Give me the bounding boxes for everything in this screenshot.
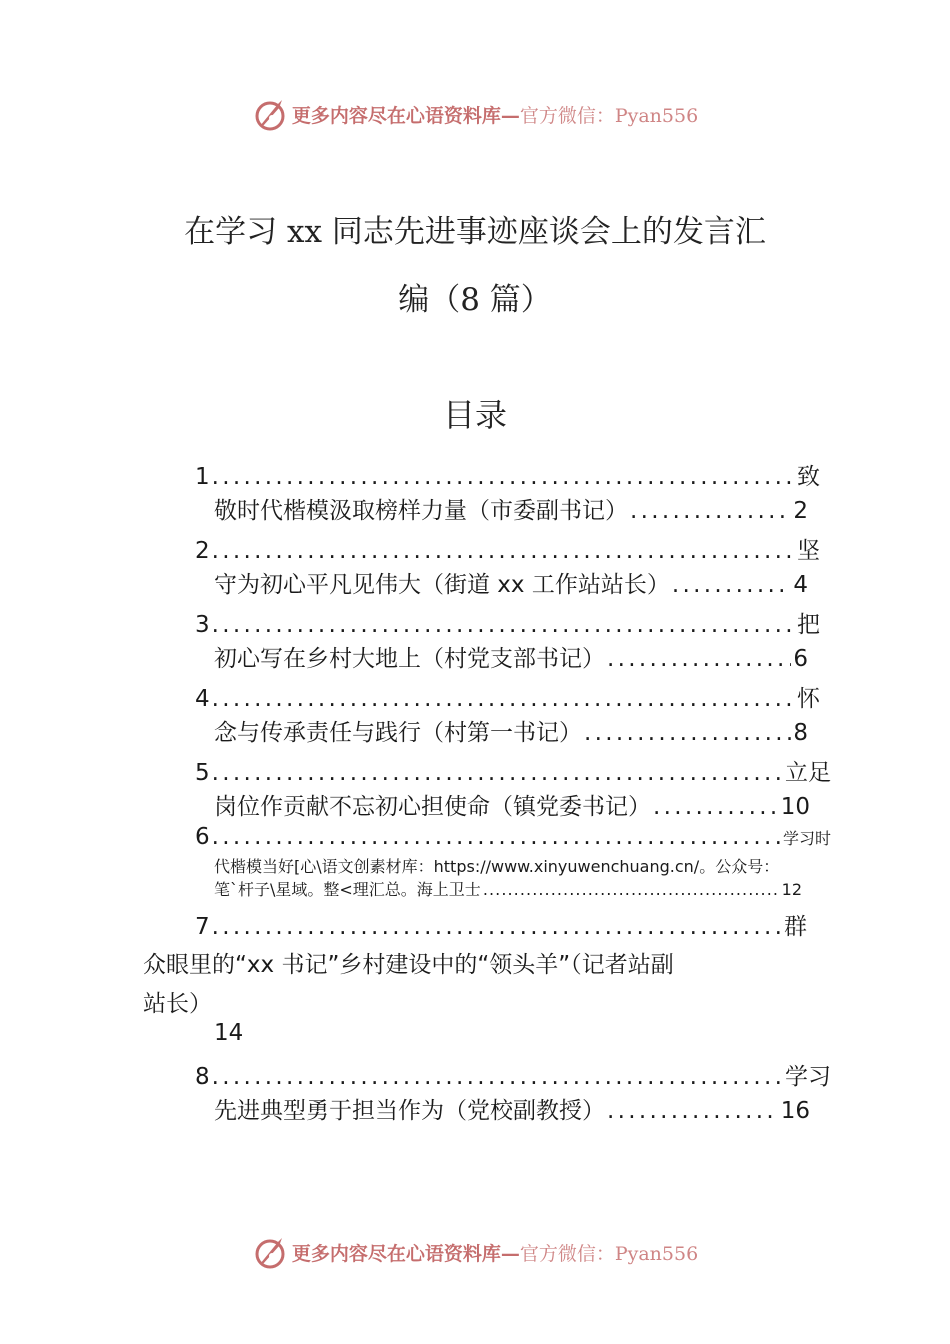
dot-leader <box>607 1098 779 1124</box>
toc-entry-number: 2 <box>195 538 210 564</box>
toc-entry-page: 2 <box>793 498 808 524</box>
toc-entry-page: 4 <box>793 572 808 598</box>
toc-entry-number: 8 <box>195 1064 210 1090</box>
toc-entry-page: 16 <box>780 1098 810 1124</box>
toc-entry-number: 3 <box>195 612 210 638</box>
toc-entry-title: 念与传承责任与践行（村第一书记） <box>214 720 582 746</box>
dot-leader <box>212 538 795 564</box>
toc-entry-title: 敬时代楷模汲取榜样力量（市委副书记） <box>214 498 628 524</box>
toc-entry-title-start: 学习 <box>785 1064 831 1090</box>
banner-promo-text: 更多内容尽在心语资料库— <box>291 104 520 127</box>
toc-entry-title: 初心写在乡村大地上（村党支部书记） <box>214 646 605 672</box>
toc-entry-page: 6 <box>793 646 808 672</box>
toc-entry-6-body-line-2[interactable] <box>214 877 802 900</box>
quill-logo-icon <box>252 96 288 132</box>
dot-leader <box>212 760 783 786</box>
toc-entry-page: 10 <box>780 794 810 820</box>
toc-entry-3-lead[interactable] <box>195 606 820 639</box>
toc-entry-7-page[interactable]: 14 <box>214 1020 244 1046</box>
toc-entry-4-lead[interactable] <box>195 680 820 713</box>
toc-entry-title-start: 致 <box>797 464 820 490</box>
toc-entry-title-start: 立足 <box>785 760 831 786</box>
toc-entry-title-start: 把 <box>797 612 820 638</box>
banner-contact-text: 官方微信：Pyan556 <box>519 1242 699 1265</box>
dot-leader <box>630 498 791 524</box>
dot-leader <box>483 880 780 899</box>
toc-entry-title-start: 学习时 <box>782 829 831 848</box>
dot-leader <box>212 1064 783 1090</box>
toc-entry-7-body-line-1[interactable]: 众眼里的“xx 书记”乡村建设中的“领头羊”（记者站副 <box>143 952 674 978</box>
dot-leader <box>672 572 792 598</box>
toc-entry-number: 7 <box>195 914 210 940</box>
toc-entry-number: 4 <box>195 686 210 712</box>
toc-entry-4-body[interactable] <box>214 714 808 747</box>
document-title-line-2: 编（8 篇） <box>398 282 552 318</box>
dot-leader <box>212 914 782 940</box>
toc-entry-page: 12 <box>781 880 802 899</box>
toc-entry-3-body[interactable] <box>214 640 808 673</box>
toc-heading: 目录 <box>442 396 507 434</box>
toc-entry-6-body-line-1[interactable]: 代楷模当好[心\语文创素材库：https://www.xinyuwenchuang.cn/。公众号： <box>214 857 780 876</box>
footer-banner <box>0 1232 950 1272</box>
toc-entry-title: 先进典型勇于担当作为（党校副教授） <box>214 1098 605 1124</box>
toc-entry-2-lead[interactable] <box>195 532 820 565</box>
dot-leader <box>607 646 791 672</box>
toc-entry-5-body[interactable] <box>214 788 810 821</box>
toc-entry-1-body[interactable] <box>214 492 808 525</box>
toc-entry-number: 1 <box>195 464 210 490</box>
dot-leader <box>212 612 795 638</box>
toc-entry-8-lead[interactable] <box>195 1058 831 1091</box>
toc-entry-title: 岗位作贡献不忘初心担使命（镇党委书记） <box>214 794 651 820</box>
toc-entry-7-body-line-2[interactable]: 站长） <box>143 991 212 1017</box>
dot-leader <box>212 686 795 712</box>
toc-entry-title-start: 怀 <box>797 686 820 712</box>
dot-leader <box>584 720 791 746</box>
toc-entry-title-start: 坚 <box>797 538 820 564</box>
banner-promo-text: 更多内容尽在心语资料库— <box>291 1242 520 1265</box>
toc-entry-number: 5 <box>195 760 210 786</box>
quill-logo-icon <box>252 1234 288 1270</box>
header-banner <box>0 94 950 134</box>
dot-leader <box>653 794 779 820</box>
toc-entry-title: 笔`杆子\星域。整<理汇总。海上卫士 <box>214 880 481 899</box>
toc-entry-7-lead[interactable] <box>195 908 807 941</box>
dot-leader <box>212 464 795 490</box>
toc-entry-2-body[interactable] <box>214 566 808 599</box>
dot-leader <box>212 824 781 850</box>
toc-entry-page: 8 <box>793 720 808 746</box>
banner-contact-text: 官方微信：Pyan556 <box>519 104 699 127</box>
toc-entry-number: 6 <box>195 824 210 850</box>
toc-entry-1-lead[interactable] <box>195 458 820 491</box>
toc-entry-6-lead[interactable] <box>195 824 831 850</box>
toc-entry-title-start: 群 <box>784 914 807 940</box>
toc-entry-5-lead[interactable] <box>195 754 831 787</box>
document-title-line-1: 在学习 xx 同志先进事迹座谈会上的发言汇 <box>184 214 766 250</box>
toc-entry-title: 守为初心平凡见伟大（街道 xx 工作站站长） <box>214 572 670 598</box>
toc-entry-8-body[interactable] <box>214 1092 810 1125</box>
